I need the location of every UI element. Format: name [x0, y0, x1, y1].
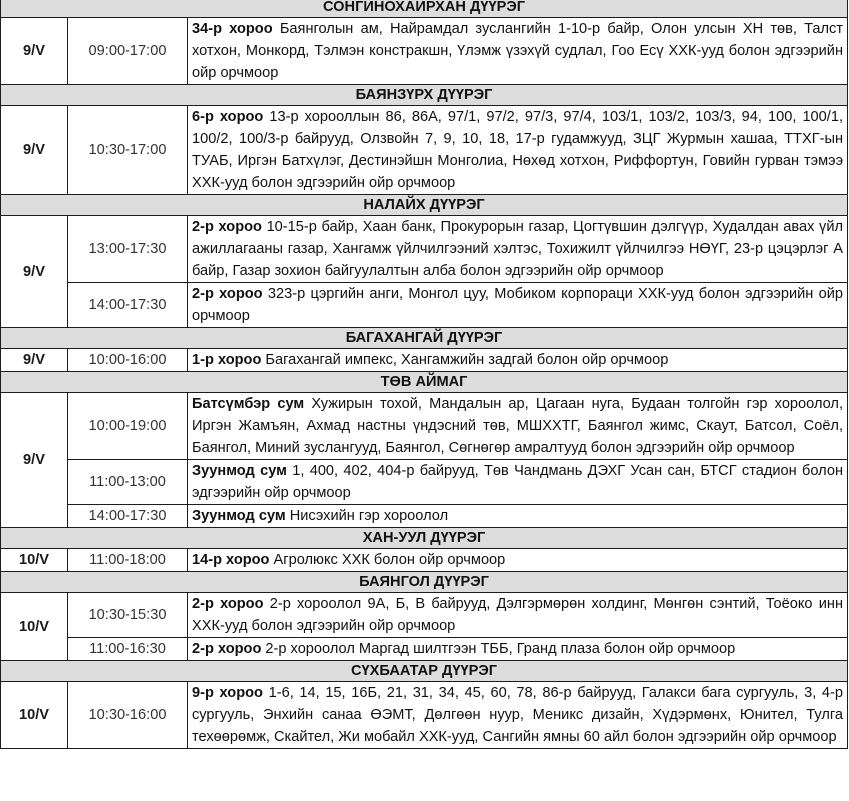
- outage-time: 14:00-17:30: [68, 505, 188, 528]
- schedule-row: [1, 393, 848, 460]
- affected-locations: 13-р хорооллын 86, 86А, 97/1, 97/2, 97/3, 97/4, 103/1, 103/2, 103/3, 94, 100, 100/1, 100/2, 100/3-р байрууд, Олзвойн 7, 9, 10, 18, 17-р гудамжууд, ЗЦГ Журмын хашаа, ТТХГ-ын ТУАБ, Иргэн Батхүлэг, Дестинэйшн Монголиа, Нөхөд хотхон, Риффортун, Говийн гурван тэмээ ХХК-ууд болон эдгээрийн ойр орчмоор: [192, 109, 844, 191]
- outage-area-description: [188, 349, 848, 372]
- schedule-row: [1, 682, 848, 749]
- khoroo-name: 2-р хороо: [192, 641, 262, 657]
- outage-area-description: [188, 549, 848, 572]
- outage-area-description: [188, 505, 848, 528]
- khoroo-name: Батсүмбэр сум: [192, 396, 305, 412]
- outage-date: 9/V: [1, 106, 68, 195]
- outage-time: 11:00-18:00: [68, 549, 188, 572]
- affected-locations: 2-р хороолол 9А, Б, В байрууд, Дэлгэрмөрөн холдинг, Мөнгөн сэнтий, Тоёоко инн ХХК-ууд болон эдгээрийн ойр орчмоор: [192, 596, 844, 634]
- khoroo-name: 6-р хороо: [192, 109, 264, 125]
- khoroo-name: 1-р хороо: [192, 352, 262, 368]
- outage-date: 10/V: [1, 593, 68, 661]
- schedule-row: [1, 283, 848, 328]
- khoroo-name: 2-р хороо: [192, 219, 262, 235]
- outage-time: 14:00-17:30: [68, 283, 188, 328]
- outage-area-description: [188, 638, 848, 661]
- outage-date: 9/V: [1, 393, 68, 528]
- outage-time: 09:00-17:00: [68, 18, 188, 85]
- district-name: НАЛАЙХ ДҮҮРЭГ: [1, 195, 848, 216]
- khoroo-name: 34-р хороо: [192, 21, 273, 37]
- outage-time: 10:30-16:00: [68, 682, 188, 749]
- outage-date: 9/V: [1, 18, 68, 85]
- khoroo-name: 14-р хороо: [192, 552, 270, 568]
- affected-locations: 323-р цэргийн анги, Монгол цуу, Мобиком корпораци ХХК-ууд болон эдгээрийн ойр орчмоор: [192, 286, 844, 324]
- outage-date: 9/V: [1, 216, 68, 328]
- district-name: БАЯНЗҮРХ ДҮҮРЭГ: [1, 85, 848, 106]
- outage-time: 11:00-16:30: [68, 638, 188, 661]
- district-name: ТӨВ АЙМАГ: [1, 372, 848, 393]
- outage-time: 10:30-15:30: [68, 593, 188, 638]
- district-name: ХАН-УУЛ ДҮҮРЭГ: [1, 528, 848, 549]
- affected-locations: Багахангай импекс, Хангамжийн задгай болон ойр орчмоор: [261, 352, 669, 368]
- district-header-row: [1, 528, 848, 549]
- district-name: БАЯНГОЛ ДҮҮРЭГ: [1, 572, 848, 593]
- outage-area-description: [188, 18, 848, 85]
- schedule-row: [1, 593, 848, 638]
- affected-locations: Баянголын ам, Найрамдал зуслангийн 1-10-р байр, Олон улсын ХН төв, Талст хотхон, Монкорд, Тэлмэн констракшн, Үлэмж үзэхүй судлал, Гоо Есү ХХК-ууд болон эдгээрийн ойр орчмоор: [192, 21, 844, 81]
- outage-time: 10:00-19:00: [68, 393, 188, 460]
- schedule-row: [1, 216, 848, 283]
- khoroo-name: Зуунмод сум: [192, 508, 286, 524]
- outage-time: 10:00-16:00: [68, 349, 188, 372]
- district-header-row: [1, 661, 848, 682]
- district-header-row: [1, 328, 848, 349]
- district-header-row: [1, 85, 848, 106]
- affected-locations: Агролюкс ХХК болон ойр орчмоор: [269, 552, 506, 568]
- schedule-row: [1, 460, 848, 505]
- district-name: СҮХБААТАР ДҮҮРЭГ: [1, 661, 848, 682]
- schedule-row: [1, 18, 848, 85]
- schedule-row: [1, 106, 848, 195]
- outage-date: 10/V: [1, 549, 68, 572]
- outage-date: 9/V: [1, 349, 68, 372]
- affected-locations: 10-15-р байр, Хаан банк, Прокурорын газар, Цогтүвшин дэлгүүр, Худалдан авах үйл ажиллагааны газар, Хангамж үйлчилгээний хэлтэс, Тохижилт үйлчилгээ НӨҮГ, 23-р цэцэрлэг А байр, Газар зохион байгуулалтын алба болон эдгээрийн ойр орчмоор: [192, 219, 844, 279]
- district-header-row: [1, 572, 848, 593]
- affected-locations: 1, 400, 402, 404-р байрууд, Төв Чандмань ДЭХГ Усан сан, БТСГ стадион болон эдгээрийн ойр орчмоор: [192, 463, 844, 501]
- outage-area-description: [188, 216, 848, 283]
- outage-area-description: [188, 460, 848, 505]
- district-name: СОНГИНОХАЙРХАН ДҮҮРЭГ: [1, 0, 848, 18]
- district-name: БАГАХАНГАЙ ДҮҮРЭГ: [1, 328, 848, 349]
- schedule-row: [1, 349, 848, 372]
- outage-area-description: [188, 593, 848, 638]
- district-header-row: [1, 372, 848, 393]
- outage-date: 10/V: [1, 682, 68, 749]
- outage-time: 13:00-17:30: [68, 216, 188, 283]
- outage-area-description: [188, 393, 848, 460]
- outage-area-description: [188, 283, 848, 328]
- schedule-row: [1, 549, 848, 572]
- outage-area-description: [188, 106, 848, 195]
- khoroo-name: 2-р хороо: [192, 596, 264, 612]
- affected-locations: Хужирын тохой, Мандалын ар, Цагаан нуга, Будаан толгойн гэр хороолол, Иргэн Жамъян, Ахмад настны үндэсний төв, МШХХТГ, Баянгол жимс, Скаут, Батсол, Соёл, Баянгол, Миний зуслангууд, Баянгол, Сөгнөгөр амралтууд болон эдгээрийн ойр орчмоор: [192, 396, 844, 456]
- khoroo-name: 2-р хороо: [192, 286, 263, 302]
- outage-area-description: [188, 682, 848, 749]
- outage-time: 11:00-13:00: [68, 460, 188, 505]
- affected-locations: 2-р хороолол Маргад шилтгээн ТББ, Гранд плаза болон ойр орчмоор: [261, 641, 736, 657]
- affected-locations: Нисэхийн гэр хороолол: [285, 508, 449, 524]
- outage-time: 10:30-17:00: [68, 106, 188, 195]
- schedule-body: [1, 0, 848, 749]
- schedule-row: [1, 638, 848, 661]
- district-header-row: [1, 0, 848, 18]
- schedule-row: [1, 505, 848, 528]
- district-header-row: [1, 195, 848, 216]
- khoroo-name: 9-р хороо: [192, 685, 263, 701]
- affected-locations: 1-6, 14, 15, 16Б, 21, 31, 34, 45, 60, 78, 86-р байрууд, Галакси бага сургууль, 3, 4-р сургууль, Энхийн санаа ӨЭМТ, Дөлгөөн нуур, Меникс дизайн, Хүдэрмөнх, Юнител, Тулга техөөрөмж, Скайтел, Жи мобайл ХХК-ууд, Сангийн ямны 60 айл болон эдгээрийн ойр орчмоор: [192, 685, 844, 745]
- khoroo-name: Зуунмод сум: [192, 463, 287, 479]
